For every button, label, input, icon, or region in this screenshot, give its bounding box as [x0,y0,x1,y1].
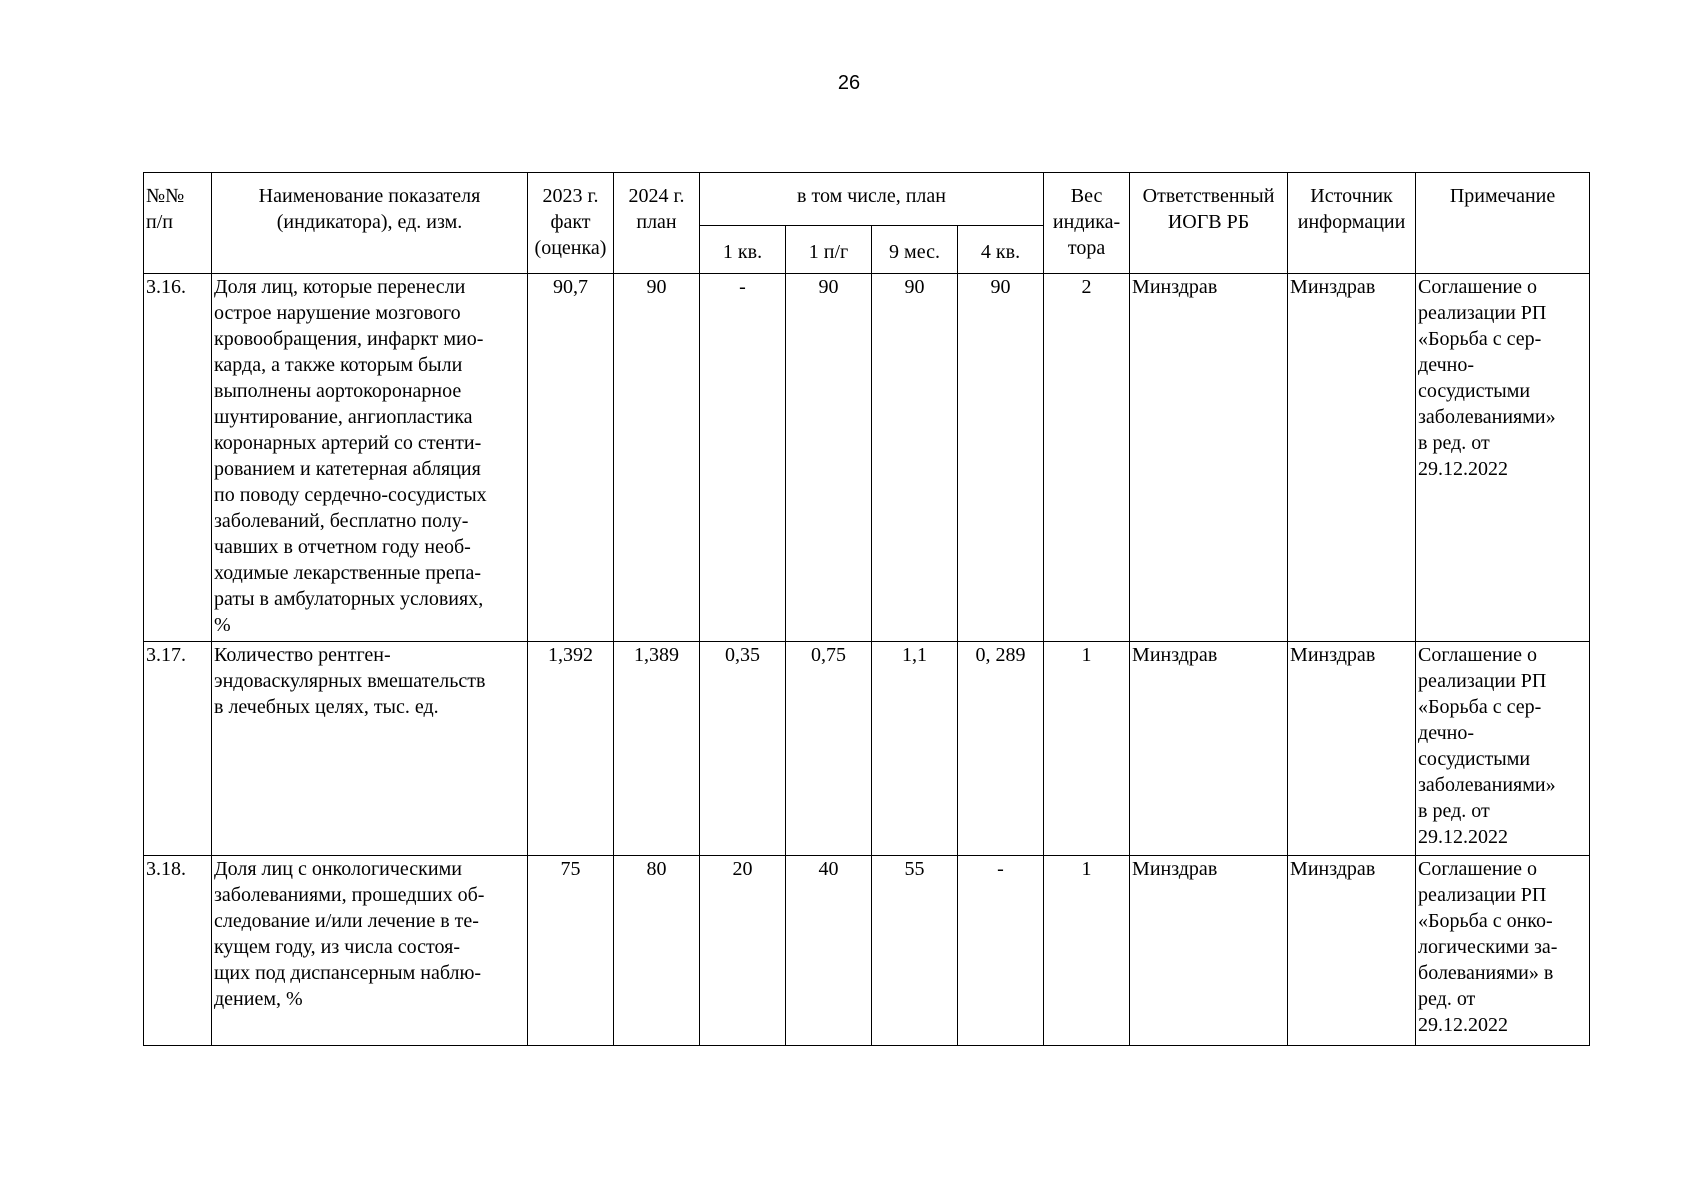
row-2024: 80 [614,856,700,1046]
row-9m: 90 [872,274,958,642]
row-q4: 0, 289 [958,642,1044,856]
row-q4: - [958,856,1044,1046]
header-weight: Вес индика- тора [1044,173,1130,274]
header-source: Источник информации [1288,173,1416,274]
row-source: Минздрав [1288,642,1416,856]
row-q4: 90 [958,274,1044,642]
page-number: 26 [837,72,861,94]
row-q1: 0,35 [700,642,786,856]
row-2023: 1,392 [528,642,614,856]
header-9m: 9 мес. [872,226,958,274]
row-weight: 1 [1044,856,1130,1046]
row-source: Минздрав [1288,274,1416,642]
row-responsible: Минздрав [1130,642,1288,856]
row-name: Количество рентген- эндоваскулярных вмешательств в лечебных целях, тыс. ед. [212,642,528,856]
header-note: Примечание [1416,173,1590,274]
row-num: 3.16. [144,274,212,642]
row-2024: 1,389 [614,642,700,856]
header-q1: 1 кв. [700,226,786,274]
row-source: Минздрав [1288,856,1416,1046]
table-row [144,274,1590,642]
header-2023: 2023 г. факт (оценка) [528,173,614,274]
row-q1: 20 [700,856,786,1046]
row-h1: 90 [786,274,872,642]
header-q4: 4 кв. [958,226,1044,274]
row-name: Доля лиц, которые перенесли острое нарушение мозгового кровообращения, инфаркт мио- карда, а также которым были выполнены аортокоронарное шунтирование, ангиопластика коронарных артерий со стенти- рованием и катетерная абляция по поводу сердечно-сосудистых заболеваний, бесплатно полу- чавших в отчетном году необ- ходимые лекарственные препа- раты в амбулаторных условиях, % [212,274,528,642]
indicators-table [143,172,1590,1046]
row-weight: 1 [1044,642,1130,856]
header-num: №№ п/п [144,173,212,274]
row-h1: 40 [786,856,872,1046]
row-9m: 1,1 [872,642,958,856]
row-name: Доля лиц с онкологическими заболеваниями, прошедших об- следование и/или лечение в те- кущем году, из числа состоя- щих под диспансерным наблю- дением, % [212,856,528,1046]
header-name: Наименование показателя (индикатора), ед. изм. [212,173,528,274]
row-weight: 2 [1044,274,1130,642]
table-row [144,642,1590,856]
row-2023: 75 [528,856,614,1046]
row-h1: 0,75 [786,642,872,856]
header-incl-plan: в том числе, план [700,173,1044,226]
row-9m: 55 [872,856,958,1046]
row-note: Соглашение о реализации РП «Борьба с онко- логическими за- болеваниями» в ред. от 29.12.2022 [1416,856,1590,1046]
row-num: 3.18. [144,856,212,1046]
row-num: 3.17. [144,642,212,856]
row-responsible: Минздрав [1130,274,1288,642]
header-responsible: Ответственный ИОГВ РБ [1130,173,1288,274]
header-h1: 1 п/г [786,226,872,274]
row-note: Соглашение о реализации РП «Борьба с сер- дечно- сосудистыми заболеваниями» в ред. от 29.12.2022 [1416,274,1590,642]
table-header [144,173,1590,274]
row-responsible: Минздрав [1130,856,1288,1046]
row-q1: - [700,274,786,642]
row-2024: 90 [614,274,700,642]
table-row [144,856,1590,1046]
header-2024: 2024 г. план [614,173,700,274]
row-note: Соглашение о реализации РП «Борьба с сер- дечно- сосудистыми заболеваниями» в ред. от 29.12.2022 [1416,642,1590,856]
row-2023: 90,7 [528,274,614,642]
